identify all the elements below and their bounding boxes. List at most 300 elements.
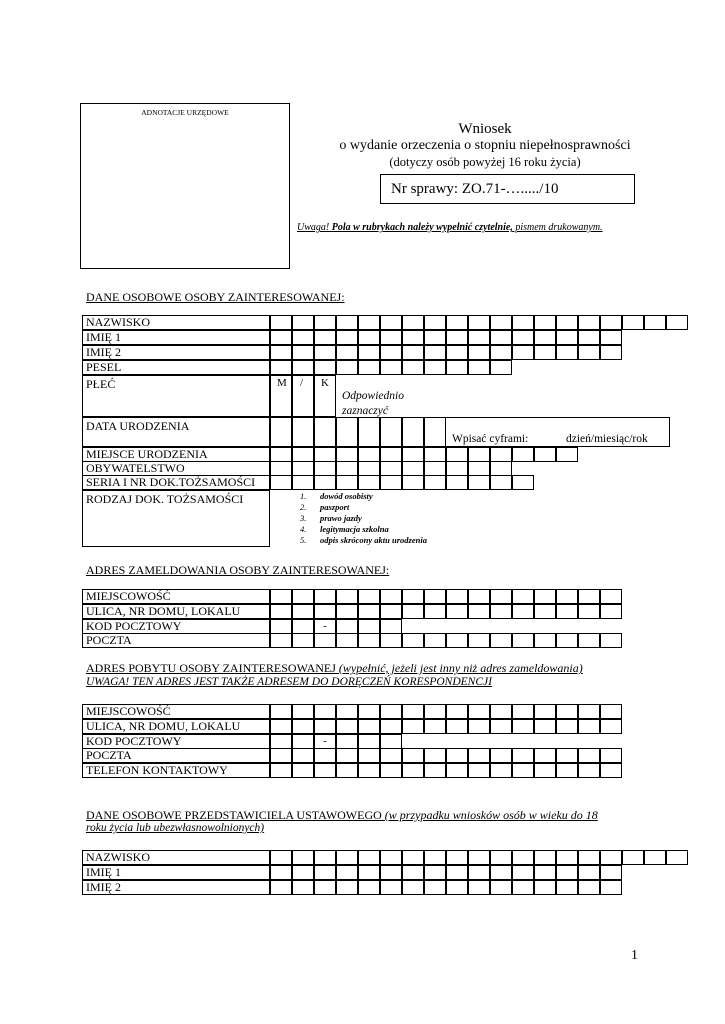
id-series-input-cell[interactable] — [424, 475, 446, 490]
res-phone-input-cell[interactable] — [292, 763, 314, 778]
reg-post-input-cell[interactable] — [534, 633, 556, 648]
res-city-input-cell[interactable] — [600, 704, 622, 719]
res-postal-input-cell[interactable] — [380, 734, 402, 749]
surname-input-cell[interactable] — [468, 315, 490, 330]
sex-slash: / — [300, 377, 304, 389]
reg-post-input-cell[interactable] — [490, 633, 512, 648]
id-series-input-cell[interactable] — [358, 475, 380, 490]
rep-first-name-input-cell[interactable] — [380, 865, 402, 880]
pesel-input-cell[interactable] — [270, 360, 292, 375]
res-phone-input-cell[interactable] — [490, 763, 512, 778]
first-name-input-cell[interactable] — [446, 330, 468, 345]
first-name-input-cell[interactable] — [292, 330, 314, 345]
surname-input-cell[interactable] — [490, 315, 512, 330]
res-city-input-cell[interactable] — [336, 704, 358, 719]
rep-first-name-input-cell[interactable] — [446, 865, 468, 880]
res-city-input-cell[interactable] — [402, 704, 424, 719]
sex-label: PŁEĆ — [86, 377, 116, 391]
pesel-input-cell[interactable] — [358, 360, 380, 375]
pesel-input-cell[interactable] — [490, 360, 512, 375]
first-name-input-cell[interactable] — [468, 330, 490, 345]
reg-post-input-cell[interactable] — [424, 633, 446, 648]
id-option[interactable]: 2. paszport — [300, 502, 350, 512]
pesel-input-cell[interactable] — [314, 360, 336, 375]
res-city-input-cell[interactable] — [270, 704, 292, 719]
res-street-input-cell[interactable] — [556, 719, 578, 734]
citizenship-input-cell[interactable] — [336, 461, 358, 476]
id-option[interactable]: 3. prawo jazdy — [300, 513, 362, 523]
res-postal-input-cell[interactable] — [292, 734, 314, 749]
reg-city-input-cell[interactable] — [556, 589, 578, 604]
citizenship-input-cell[interactable] — [292, 461, 314, 476]
first-name-input-cell[interactable] — [270, 330, 292, 345]
first-name-input-cell[interactable] — [424, 330, 446, 345]
first-name-input-cell[interactable] — [490, 330, 512, 345]
rep-second-name-input-cell[interactable] — [402, 880, 424, 895]
pesel-input-cell[interactable] — [292, 360, 314, 375]
birth-date-label-box — [82, 417, 270, 447]
res-post-input-cell[interactable] — [402, 748, 424, 763]
reg-street-input-cell[interactable] — [292, 604, 314, 619]
surname-input-cell[interactable] — [292, 315, 314, 330]
reg-postal-input-cell[interactable] — [358, 619, 380, 634]
reg-city-input-cell[interactable] — [490, 589, 512, 604]
second-name-input-cell[interactable] — [292, 345, 314, 360]
res-post-label: POCZTA — [82, 748, 270, 763]
reg-postal-label: KOD POCZTOWY — [82, 619, 270, 634]
res-postal-input-cell[interactable] — [358, 734, 380, 749]
reg-street-input-cell[interactable] — [512, 604, 534, 619]
rep-second-name-input-cell[interactable] — [380, 880, 402, 895]
rep-first-name-input-cell[interactable] — [314, 865, 336, 880]
reg-street-input-cell[interactable] — [446, 604, 468, 619]
res-phone-input-cell[interactable] — [380, 763, 402, 778]
first-name-input-cell[interactable] — [358, 330, 380, 345]
citizenship-input-cell[interactable] — [446, 461, 468, 476]
res-city-input-cell[interactable] — [358, 704, 380, 719]
res-post-input-cell[interactable] — [380, 748, 402, 763]
res-phone-input-cell[interactable] — [556, 763, 578, 778]
reg-street-input-cell[interactable] — [402, 604, 424, 619]
res-street-input-cell[interactable] — [292, 719, 314, 734]
res-phone-input-cell[interactable] — [468, 763, 490, 778]
rep-second-name-input-cell[interactable] — [512, 880, 534, 895]
id-series-label: SERIA I NR DOK.TOŻSAMOŚCI — [82, 475, 270, 490]
rep-surname-input-cell[interactable] — [490, 850, 512, 865]
surname-input-cell[interactable] — [556, 315, 578, 330]
pesel-input-cell[interactable] — [446, 360, 468, 375]
res-city-input-cell[interactable] — [578, 704, 600, 719]
res-post-input-cell[interactable] — [292, 748, 314, 763]
res-city-input-cell[interactable] — [490, 704, 512, 719]
pesel-input-cell[interactable] — [380, 360, 402, 375]
res-phone-input-cell[interactable] — [358, 763, 380, 778]
reg-post-input-cell[interactable] — [336, 633, 358, 648]
surname-input-cell[interactable] — [402, 315, 424, 330]
fill-notice — [297, 222, 603, 233]
reg-city-input-cell[interactable] — [380, 589, 402, 604]
surname-input-cell[interactable] — [270, 315, 292, 330]
res-city-input-cell[interactable] — [556, 704, 578, 719]
birth-place-input-cell[interactable] — [424, 447, 446, 462]
citizenship-label: OBYWATELSTWO — [82, 461, 270, 476]
reg-city-input-cell[interactable] — [446, 589, 468, 604]
reg-city-input-cell[interactable] — [270, 589, 292, 604]
citizenship-input-cell[interactable] — [358, 461, 380, 476]
res-phone-input-cell[interactable] — [314, 763, 336, 778]
first-name-input-cell[interactable] — [578, 330, 600, 345]
rep-second-name-input-cell[interactable] — [468, 880, 490, 895]
reg-post-input-cell[interactable] — [512, 633, 534, 648]
rep-first-name-input-cell[interactable] — [402, 865, 424, 880]
sex-m-cell[interactable] — [270, 375, 292, 417]
rep-first-name-input-cell[interactable] — [490, 865, 512, 880]
case-number: Nr sprawy: ZO.71-…...../10 — [391, 181, 559, 197]
section4-note-2: roku życia lub ubezwłasnowolnionych) — [86, 822, 265, 834]
rep-second-name-input-cell[interactable] — [534, 880, 556, 895]
second-name-input-cell[interactable] — [402, 345, 424, 360]
reg-city-input-cell[interactable] — [534, 589, 556, 604]
second-name-input-cell[interactable] — [534, 345, 556, 360]
birth-place-input-cell[interactable] — [468, 447, 490, 462]
birth-place-input-cell[interactable] — [358, 447, 380, 462]
res-street-input-cell[interactable] — [270, 719, 292, 734]
rep-surname-input-cell[interactable] — [666, 850, 688, 865]
reg-postal-input-cell[interactable] — [336, 619, 358, 634]
id-option[interactable]: 4. legitymacja szkolna — [300, 524, 389, 534]
rep-first-name-input-cell[interactable] — [358, 865, 380, 880]
surname-input-cell[interactable] — [336, 315, 358, 330]
res-city-input-cell[interactable] — [380, 704, 402, 719]
notice-suffix: pismem drukowanym. — [512, 222, 603, 233]
res-post-input-cell[interactable] — [556, 748, 578, 763]
reg-street-input-cell[interactable] — [534, 604, 556, 619]
rep-second-name-input-cell[interactable] — [292, 880, 314, 895]
id-series-input-cell[interactable] — [314, 475, 336, 490]
reg-street-input-cell[interactable] — [468, 604, 490, 619]
reg-post-input-cell[interactable] — [270, 633, 292, 648]
res-postal-input-cell[interactable] — [336, 734, 358, 749]
id-series-input-cell[interactable] — [446, 475, 468, 490]
rep-surname-input-cell[interactable] — [512, 850, 534, 865]
reg-city-input-cell[interactable] — [424, 589, 446, 604]
res-street-input-cell[interactable] — [534, 719, 556, 734]
citizenship-input-cell[interactable] — [380, 461, 402, 476]
first-name-input-cell[interactable] — [402, 330, 424, 345]
birth-place-input-cell[interactable] — [336, 447, 358, 462]
reg-city-input-cell[interactable] — [336, 589, 358, 604]
id-series-input-cell[interactable] — [270, 475, 292, 490]
res-street-input-cell[interactable] — [314, 719, 336, 734]
id-series-input-cell[interactable] — [402, 475, 424, 490]
sex-k-cell[interactable] — [314, 375, 336, 417]
rep-second-name-label: IMIĘ 2 — [82, 880, 270, 895]
res-post-input-cell[interactable] — [578, 748, 600, 763]
surname-input-cell[interactable] — [358, 315, 380, 330]
res-phone-input-cell[interactable] — [336, 763, 358, 778]
birth-place-input-cell[interactable] — [314, 447, 336, 462]
res-phone-input-cell[interactable] — [512, 763, 534, 778]
res-phone-input-cell[interactable] — [402, 763, 424, 778]
rep-second-name-input-cell[interactable] — [446, 880, 468, 895]
res-street-input-cell[interactable] — [468, 719, 490, 734]
res-city-input-cell[interactable] — [512, 704, 534, 719]
rep-surname-input-cell[interactable] — [644, 850, 666, 865]
rep-surname-input-cell[interactable] — [468, 850, 490, 865]
rep-surname-input-cell[interactable] — [314, 850, 336, 865]
rep-surname-input-cell[interactable] — [622, 850, 644, 865]
res-post-input-cell[interactable] — [534, 748, 556, 763]
second-name-input-cell[interactable] — [490, 345, 512, 360]
id-series-input-cell[interactable] — [468, 475, 490, 490]
rep-surname-input-cell[interactable] — [600, 850, 622, 865]
first-name-input-cell[interactable] — [534, 330, 556, 345]
reg-postal-input-cell[interactable] — [380, 619, 402, 634]
rep-surname-input-cell[interactable] — [270, 850, 292, 865]
second-name-input-cell[interactable] — [358, 345, 380, 360]
reg-city-input-cell[interactable] — [358, 589, 380, 604]
rep-second-name-input-cell[interactable] — [578, 880, 600, 895]
birth-place-input-cell[interactable] — [380, 447, 402, 462]
rep-first-name-input-cell[interactable] — [336, 865, 358, 880]
res-street-input-cell[interactable] — [358, 719, 380, 734]
citizenship-input-cell[interactable] — [424, 461, 446, 476]
res-street-input-cell[interactable] — [424, 719, 446, 734]
reg-post-input-cell[interactable] — [358, 633, 380, 648]
surname-input-cell[interactable] — [512, 315, 534, 330]
reg-street-input-cell[interactable] — [358, 604, 380, 619]
birth-place-input-cell[interactable] — [490, 447, 512, 462]
reg-street-input-cell[interactable] — [380, 604, 402, 619]
reg-post-input-cell[interactable] — [556, 633, 578, 648]
surname-input-cell[interactable] — [446, 315, 468, 330]
birth-place-input-cell[interactable] — [556, 447, 578, 462]
reg-city-input-cell[interactable] — [600, 589, 622, 604]
first-name-label: IMIĘ 1 — [82, 330, 270, 345]
reg-city-input-cell[interactable] — [512, 589, 534, 604]
reg-postal-input-cell: - — [314, 619, 336, 634]
first-name-input-cell[interactable] — [380, 330, 402, 345]
surname-label: NAZWISKO — [82, 315, 270, 330]
res-street-input-cell[interactable] — [336, 719, 358, 734]
res-post-input-cell[interactable] — [424, 748, 446, 763]
first-name-input-cell[interactable] — [600, 330, 622, 345]
rep-surname-input-cell[interactable] — [380, 850, 402, 865]
res-street-input-cell[interactable] — [490, 719, 512, 734]
first-name-input-cell[interactable] — [314, 330, 336, 345]
pesel-input-cell[interactable] — [424, 360, 446, 375]
reg-city-input-cell[interactable] — [578, 589, 600, 604]
rep-second-name-input-cell[interactable] — [556, 880, 578, 895]
res-post-input-cell[interactable] — [358, 748, 380, 763]
rep-second-name-input-cell[interactable] — [600, 880, 622, 895]
res-city-input-cell[interactable] — [424, 704, 446, 719]
reg-post-input-cell[interactable] — [402, 633, 424, 648]
reg-post-input-cell[interactable] — [446, 633, 468, 648]
id-series-input-cell[interactable] — [490, 475, 512, 490]
reg-post-input-cell[interactable] — [314, 633, 336, 648]
res-city-input-cell[interactable] — [446, 704, 468, 719]
res-postal-input-cell[interactable] — [270, 734, 292, 749]
reg-street-input-cell[interactable] — [424, 604, 446, 619]
rep-surname-input-cell[interactable] — [534, 850, 556, 865]
res-street-input-cell[interactable] — [600, 719, 622, 734]
surname-input-cell[interactable] — [534, 315, 556, 330]
second-name-input-cell[interactable] — [468, 345, 490, 360]
second-name-input-cell[interactable] — [446, 345, 468, 360]
rep-first-name-input-cell[interactable] — [578, 865, 600, 880]
second-name-input-cell[interactable] — [512, 345, 534, 360]
first-name-input-cell[interactable] — [556, 330, 578, 345]
res-post-input-cell[interactable] — [336, 748, 358, 763]
citizenship-input-cell[interactable] — [490, 461, 512, 476]
reg-post-input-cell[interactable] — [578, 633, 600, 648]
surname-input-cell[interactable] — [578, 315, 600, 330]
surname-input-cell[interactable] — [666, 315, 688, 330]
res-phone-label: TELEFON KONTAKTOWY — [82, 763, 270, 778]
birth-place-input-cell[interactable] — [292, 447, 314, 462]
id-series-input-cell[interactable] — [292, 475, 314, 490]
id-option[interactable]: 1. dowód osobisty — [300, 491, 373, 501]
res-city-input-cell[interactable] — [292, 704, 314, 719]
rep-surname-input-cell[interactable] — [358, 850, 380, 865]
res-post-input-cell[interactable] — [314, 748, 336, 763]
res-post-input-cell[interactable] — [446, 748, 468, 763]
res-city-input-cell[interactable] — [534, 704, 556, 719]
res-street-input-cell[interactable] — [446, 719, 468, 734]
reg-post-input-cell[interactable] — [600, 633, 622, 648]
reg-post-input-cell[interactable] — [380, 633, 402, 648]
res-post-input-cell[interactable] — [512, 748, 534, 763]
rep-first-name-input-cell[interactable] — [270, 865, 292, 880]
rep-surname-input-cell[interactable] — [292, 850, 314, 865]
res-phone-input-cell[interactable] — [534, 763, 556, 778]
birth-place-input-cell[interactable] — [446, 447, 468, 462]
rep-first-name-input-cell[interactable] — [556, 865, 578, 880]
res-phone-input-cell[interactable] — [578, 763, 600, 778]
rep-second-name-input-cell[interactable] — [424, 880, 446, 895]
reg-street-input-cell[interactable] — [578, 604, 600, 619]
birth-place-input-cell[interactable] — [512, 447, 534, 462]
citizenship-input-cell[interactable] — [402, 461, 424, 476]
rep-second-name-input-cell[interactable] — [490, 880, 512, 895]
birth-place-input-cell[interactable] — [534, 447, 556, 462]
pesel-input-cell[interactable] — [336, 360, 358, 375]
rep-second-name-input-cell[interactable] — [270, 880, 292, 895]
rep-second-name-input-cell[interactable] — [358, 880, 380, 895]
reg-city-input-cell[interactable] — [468, 589, 490, 604]
section3-note: (wypełnić, jeżeli jest inny niż adres zameldowania) — [335, 661, 583, 675]
rep-surname-input-cell[interactable] — [446, 850, 468, 865]
pesel-input-cell[interactable] — [468, 360, 490, 375]
reg-city-input-cell[interactable] — [402, 589, 424, 604]
reg-street-label: ULICA, NR DOMU, LOKALU — [82, 604, 270, 619]
pesel-input-cell[interactable] — [402, 360, 424, 375]
birth-place-input-cell[interactable] — [402, 447, 424, 462]
birth-place-input-cell[interactable] — [270, 447, 292, 462]
second-name-input-cell[interactable] — [578, 345, 600, 360]
citizenship-input-cell[interactable] — [314, 461, 336, 476]
reg-street-input-cell[interactable] — [314, 604, 336, 619]
rep-first-name-input-cell[interactable] — [512, 865, 534, 880]
reg-post-input-cell[interactable] — [292, 633, 314, 648]
rep-surname-input-cell[interactable] — [336, 850, 358, 865]
reg-street-input-cell[interactable] — [336, 604, 358, 619]
rep-first-name-input-cell[interactable] — [468, 865, 490, 880]
surname-input-cell[interactable] — [600, 315, 622, 330]
reg-street-input-cell[interactable] — [600, 604, 622, 619]
second-name-input-cell[interactable] — [380, 345, 402, 360]
surname-input-cell[interactable] — [622, 315, 644, 330]
rep-first-name-input-cell[interactable] — [534, 865, 556, 880]
res-street-input-cell[interactable] — [578, 719, 600, 734]
rep-surname-input-cell[interactable] — [578, 850, 600, 865]
reg-city-input-cell[interactable] — [292, 589, 314, 604]
id-series-input-cell[interactable] — [512, 475, 534, 490]
res-phone-input-cell[interactable] — [446, 763, 468, 778]
res-city-input-cell[interactable] — [468, 704, 490, 719]
surname-input-cell[interactable] — [380, 315, 402, 330]
res-street-input-cell[interactable] — [380, 719, 402, 734]
first-name-input-cell[interactable] — [336, 330, 358, 345]
res-street-input-cell[interactable] — [402, 719, 424, 734]
reg-postal-input-cell[interactable] — [292, 619, 314, 634]
res-city-input-cell[interactable] — [314, 704, 336, 719]
rep-second-name-input-cell[interactable] — [336, 880, 358, 895]
section3-heading-line — [86, 661, 583, 676]
rep-surname-input-cell[interactable] — [402, 850, 424, 865]
res-post-input-cell[interactable] — [600, 748, 622, 763]
surname-input-cell[interactable] — [644, 315, 666, 330]
sex-slash-cell — [292, 375, 314, 417]
second-name-input-cell[interactable] — [314, 345, 336, 360]
surname-input-cell[interactable] — [314, 315, 336, 330]
rep-surname-input-cell[interactable] — [556, 850, 578, 865]
res-street-input-cell[interactable] — [512, 719, 534, 734]
id-series-input-cell[interactable] — [336, 475, 358, 490]
reg-street-input-cell[interactable] — [270, 604, 292, 619]
reg-postal-input-cell[interactable] — [270, 619, 292, 634]
rep-second-name-input-cell[interactable] — [314, 880, 336, 895]
res-phone-input-cell[interactable] — [270, 763, 292, 778]
first-name-input-cell[interactable] — [512, 330, 534, 345]
reg-street-input-cell[interactable] — [490, 604, 512, 619]
second-name-input-cell[interactable] — [270, 345, 292, 360]
second-name-input-cell[interactable] — [600, 345, 622, 360]
res-phone-input-cell[interactable] — [600, 763, 622, 778]
id-option[interactable]: 5. odpis skrócony aktu urodzenia — [300, 535, 427, 545]
reg-post-input-cell[interactable] — [468, 633, 490, 648]
id-series-input-cell[interactable] — [380, 475, 402, 490]
rep-surname-input-cell[interactable] — [424, 850, 446, 865]
rep-first-name-input-cell[interactable] — [600, 865, 622, 880]
surname-input-cell[interactable] — [424, 315, 446, 330]
second-name-input-cell[interactable] — [556, 345, 578, 360]
rep-first-name-input-cell[interactable] — [424, 865, 446, 880]
second-name-input-cell[interactable] — [424, 345, 446, 360]
rep-first-name-input-cell[interactable] — [292, 865, 314, 880]
second-name-input-cell[interactable] — [336, 345, 358, 360]
res-phone-input-cell[interactable] — [424, 763, 446, 778]
res-post-input-cell[interactable] — [270, 748, 292, 763]
citizenship-input-cell[interactable] — [468, 461, 490, 476]
res-post-input-cell[interactable] — [468, 748, 490, 763]
citizenship-input-cell[interactable] — [270, 461, 292, 476]
res-post-input-cell[interactable] — [490, 748, 512, 763]
reg-city-input-cell[interactable] — [314, 589, 336, 604]
sex-label-box — [82, 375, 270, 417]
reg-street-input-cell[interactable] — [556, 604, 578, 619]
